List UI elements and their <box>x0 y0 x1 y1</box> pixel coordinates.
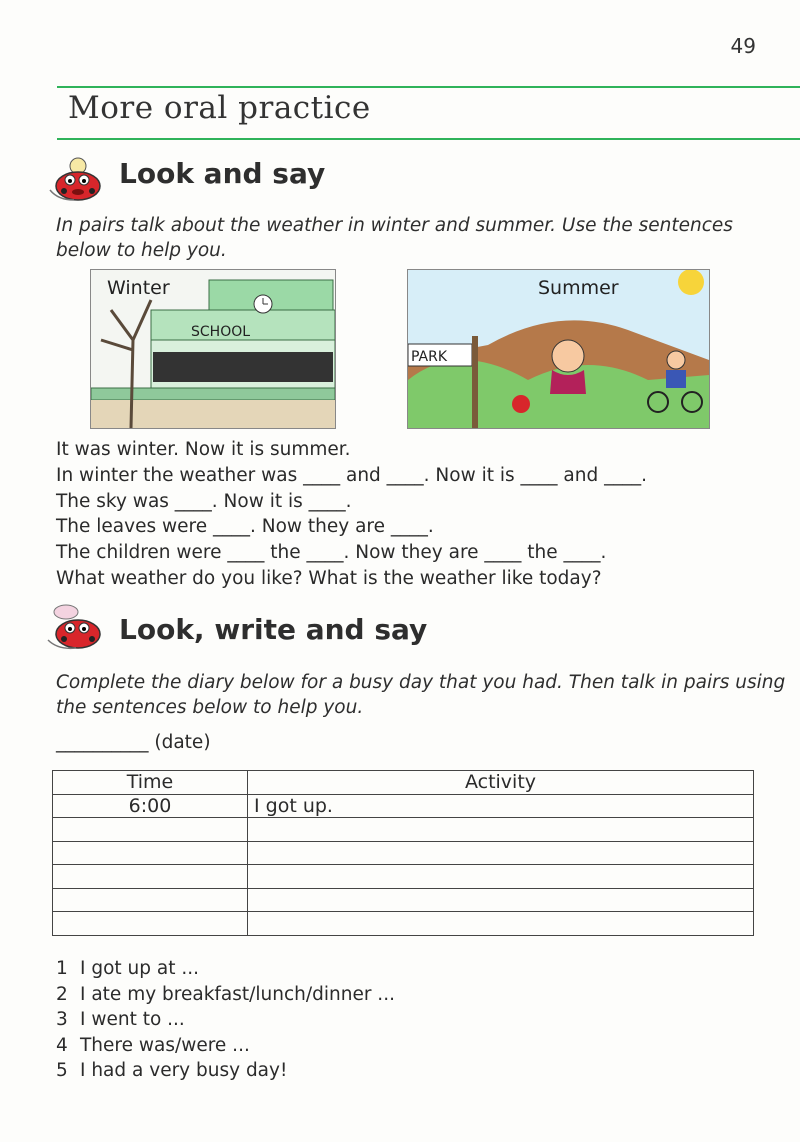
list-item <box>56 1058 395 1084</box>
ladybird-mascot-icon <box>44 156 106 202</box>
prompt-number: 1 <box>56 958 68 979</box>
section1-instruction: In pairs talk about the weather in winter and summer. Use the sentences below to help you. <box>56 215 733 261</box>
prompt-text: I went to ... <box>80 1009 185 1031</box>
activity-cell[interactable] <box>248 865 754 889</box>
park-sign-text: PARK <box>411 349 448 365</box>
prompt-list <box>56 956 395 1084</box>
time-cell[interactable] <box>53 865 248 889</box>
activity-cell[interactable] <box>248 818 754 842</box>
activity-cell[interactable]: I got up. <box>248 794 754 818</box>
title-rule-top <box>57 86 800 88</box>
table-header-row <box>53 771 754 795</box>
column-header-time: Time <box>53 771 248 795</box>
prompt-number: 3 <box>56 1009 68 1031</box>
table-row <box>53 912 754 936</box>
prompt-text: I ate my breakfast/lunch/dinner ... <box>80 983 395 1005</box>
list-item <box>56 1007 395 1033</box>
school-sign-text: SCHOOL <box>191 324 251 340</box>
table-row <box>53 865 754 889</box>
sentence-line: It was winter. Now it is summer. <box>56 439 351 460</box>
diary-table <box>52 770 754 936</box>
time-cell[interactable] <box>53 888 248 912</box>
sentence-line: The sky was ____. Now it is ____. <box>56 490 352 512</box>
prompt-text: I got up at ... <box>80 958 199 979</box>
summer-picture <box>407 269 710 429</box>
title-rule-bottom <box>57 138 800 140</box>
activity-cell[interactable] <box>248 888 754 912</box>
winter-label: Winter <box>107 277 170 299</box>
page-title: More oral practice <box>68 90 371 126</box>
column-header-activity: Activity <box>248 771 754 795</box>
list-item <box>56 982 395 1008</box>
list-item <box>56 956 395 982</box>
activity-cell[interactable] <box>248 912 754 936</box>
time-cell[interactable] <box>53 912 248 936</box>
table-row <box>53 888 754 912</box>
date-line[interactable]: __________ (date) <box>56 732 211 753</box>
activity-cell[interactable] <box>248 841 754 865</box>
page-number: 49 <box>730 34 756 58</box>
time-cell[interactable] <box>53 818 248 842</box>
sentence-line: The leaves were ____. Now they are ____. <box>56 516 434 538</box>
section1-sentences <box>56 437 647 592</box>
sentence-line: What weather do you like? What is the weather like today? <box>56 567 602 589</box>
sentence-line: In winter the weather was ____ and ____. Now it is ____ and ____. <box>56 464 647 486</box>
summer-label: Summer <box>538 277 619 299</box>
prompt-number: 4 <box>56 1034 68 1056</box>
time-cell[interactable] <box>53 841 248 865</box>
section-heading-look-and-say: Look and say <box>119 157 326 190</box>
table-row <box>53 794 754 818</box>
prompt-text: I had a very busy day! <box>80 1060 288 1082</box>
prompt-number: 5 <box>56 1060 68 1082</box>
section-heading-look-write-and-say: Look, write and say <box>119 613 428 646</box>
winter-picture <box>90 269 336 429</box>
section2-instruction: Complete the diary below for a busy day that you had. Then talk in pairs using the sentences below to help you. <box>56 672 786 718</box>
table-row <box>53 841 754 865</box>
ladybird-mascot-pencil-icon <box>44 602 106 652</box>
prompt-number: 2 <box>56 983 68 1005</box>
list-item <box>56 1033 395 1059</box>
sentence-line: The children were ____ the ____. Now they are ____ the ____. <box>56 542 607 564</box>
time-cell[interactable]: 6:00 <box>53 794 248 818</box>
prompt-text: There was/were ... <box>80 1034 250 1056</box>
table-row <box>53 818 754 842</box>
